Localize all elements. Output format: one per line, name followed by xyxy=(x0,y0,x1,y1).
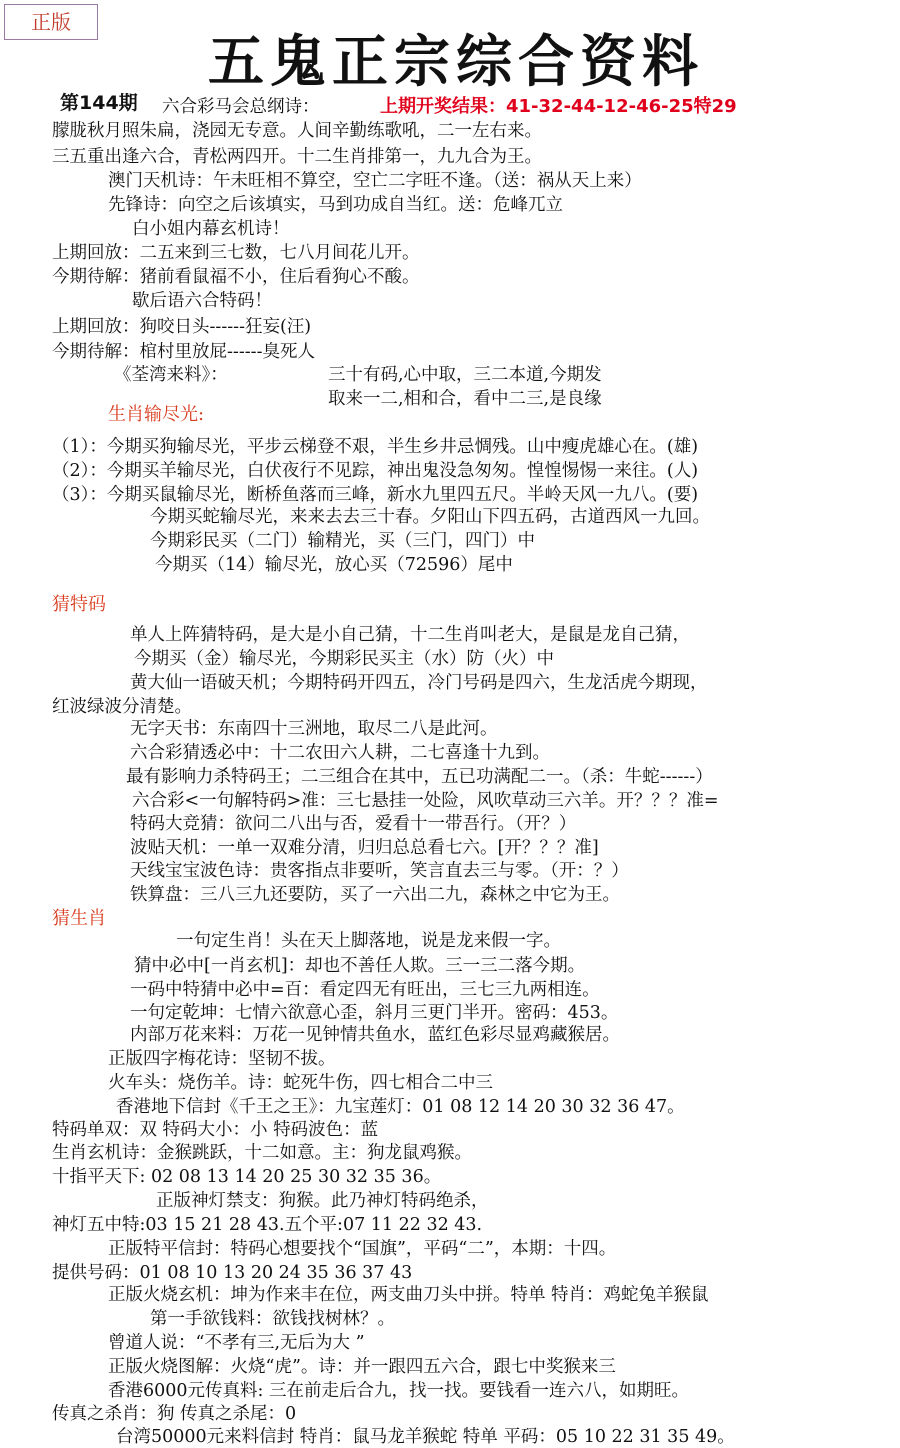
text-line: 歇后语六合特码！ xyxy=(132,291,272,311)
text-line: 猜中必中[一肖玄机]：却也不善任人欺。三一三二落今期。 xyxy=(134,956,586,976)
text-line: 一句定乾坤：七情六欲意心歪，斜月三更门半开。密码：453。 xyxy=(130,1003,619,1023)
text-line: 无字天书：东南四十三洲地，取尽二八是此河。 xyxy=(130,719,498,739)
text-line: （1）：今期买狗输尽光，平步云梯登不艰，半生乡井忌惆残。山中瘦虎雄心在。(雄) xyxy=(52,437,699,457)
text-line: 澳门天机诗：午未旺相不算空，空亡二字旺不逢。（送：祸从天上来） xyxy=(108,171,642,191)
text-line: 正版四字梅花诗：坚韧不拔。 xyxy=(108,1049,336,1069)
text-line: （2）：今期买羊输尽光，白伏夜行不见踪，神出鬼没急匆匆。惶惶惕惕一来往。(人) xyxy=(52,461,699,481)
text-line: 今期买（14）输尽光，放心买（72596）尾中 xyxy=(155,555,513,575)
text-line: 天线宝宝波色诗：贵客指点非要听，笑言直去三与零。（开：？） xyxy=(130,861,629,881)
text-line: 曾道人说：“不孝有三,无后为大 ” xyxy=(108,1333,365,1353)
text-line: 《荃湾来料》： xyxy=(114,365,228,385)
text-line: 正版火烧图解：火烧“虎”。诗：并一跟四五六合，跟七中奖猴来三 xyxy=(108,1357,616,1377)
text-line: 黄大仙一语破天机；今期特码开四五，冷门号码是四六，生龙活虎今期现， xyxy=(130,673,708,693)
text-line: 香港6000元传真料: 三在前走后合九，找一找。要钱看一连六八，如期旺。 xyxy=(108,1381,689,1401)
page-title: 五鬼正宗综合资料 xyxy=(208,29,704,95)
text-line: 三五重出逢六合，青松两四开。十二生肖排第一，九九合为王。 xyxy=(52,147,542,167)
text-line: 传真之杀肖：狗 传真之杀尾：0 xyxy=(52,1404,297,1424)
text-line: 一码中特猜中必中=百：看定四无有旺出，三七三九两相连。 xyxy=(130,980,600,1000)
text-line: 火车头：烧伤羊。诗：蛇死牛伤，四七相合二中三 xyxy=(108,1073,493,1093)
text-line: 今期待解：棺村里放屁------臭死人 xyxy=(52,342,315,362)
section-heading: 猜生肖 xyxy=(52,908,106,929)
text-line: 铁算盘：三八三九还要防，买了一六出二九，森林之中它为王。 xyxy=(130,885,620,905)
text-line: 第一手欲钱料：欲钱找树林？。 xyxy=(150,1309,395,1329)
text-line: 单人上阵猜特码，是大是小自己猜，十二生肖叫老大，是鼠是龙自己猜， xyxy=(130,625,690,645)
text-line: 白小姐内幕玄机诗！ xyxy=(132,219,290,239)
text-line: 今期买蛇输尽光，来来去去三十春。夕阳山下四五码，古道西风一九回。 xyxy=(150,507,710,527)
genuine-badge: 正版 xyxy=(4,4,98,40)
text-line: 特码单双：双 特码大小：小 特码波色：蓝 xyxy=(52,1120,379,1140)
text-line: 一句定生肖！头在天上脚落地，说是龙来假一字。 xyxy=(176,931,561,951)
text-line: 台湾50000元来料信封 特肖：鼠马龙羊猴蛇 特单 平码：05 10 22 31 35 49。 xyxy=(116,1427,735,1447)
text-line: 取来一二,相和合，看中二三,是良缘 xyxy=(328,389,602,409)
text-line: 朦胧秋月照朱扁，浇园无专意。人间辛勤练歌吼，二一左右来。 xyxy=(52,121,542,141)
text-line: 上期回放：二五来到三七数，七八月间花儿开。 xyxy=(52,243,420,263)
text-line: 香港地下信封《千王之王》：九宝莲灯：01 08 12 14 20 30 32 36 47。 xyxy=(116,1097,685,1117)
text-line: 最有影响力杀特码王；二三组合在其中，五已功满配二一。（杀：牛蛇------） xyxy=(126,767,713,787)
text-line: 上期回放：狗咬日头------狂妄(汪) xyxy=(52,317,312,337)
text-line: 十指平天下: 02 08 13 14 20 25 30 32 35 36。 xyxy=(52,1167,442,1187)
issue-number: 第144期 xyxy=(60,92,138,114)
text-line: 正版神灯禁支：狗猴。此乃神灯特码绝杀， xyxy=(156,1191,489,1211)
section-heading: 猜特码 xyxy=(52,594,106,615)
text-line: 特码大竞猜：欲问二八出与否，爱看十一带吾行。（开？） xyxy=(130,814,577,834)
text-line: 正版特平信封：特码心想要找个“国旗”，平码“二”，本期：十四。 xyxy=(108,1239,617,1259)
text-line: 提供号码：01 08 10 13 20 24 35 36 37 43 xyxy=(52,1263,413,1283)
text-line: 波贴天机：一单一双难分清，归归总总看七六。[开？？？准] xyxy=(130,838,599,858)
text-line: 先锋诗：向空之后该填实，马到功成自当红。送：危峰兀立 xyxy=(108,195,563,215)
text-line: 六合彩猜透必中：十二农田六人耕，二七喜逢十九到。 xyxy=(130,743,550,763)
text-line: 今期彩民买（二门）输精光，买（三门，四门）中 xyxy=(150,531,535,551)
text-line: 生肖玄机诗：金猴跳跃，十二如意。主：狗龙鼠鸡猴。 xyxy=(52,1143,472,1163)
text-line: 六合彩马会总纲诗： xyxy=(162,97,320,117)
text-line: 红波绿波分清楚。 xyxy=(52,697,192,717)
section-heading: 生肖输尽光: xyxy=(108,404,205,425)
text-line: 内部万花来料：万花一见钟情共鱼水，蓝红色彩尽显鸡藏猴居。 xyxy=(130,1025,620,1045)
text-line: 今期待解：猪前看鼠福不小，住后看狗心不酸。 xyxy=(52,267,420,287)
text-line: 今期买（金）输尽光，今期彩民买主（水）防（火）中 xyxy=(134,649,554,669)
text-line: 六合彩<一句解特码>准：三七悬挂一处险，风吹草动三六羊。开？？？准= xyxy=(132,791,719,811)
text-line: （3）：今期买鼠输尽光，断桥鱼落而三峰，新水九里四五尺。半岭天风一九八。(要) xyxy=(52,485,699,505)
last-draw-result: 上期开奖结果：41-32-44-12-46-25特29 xyxy=(380,96,737,117)
text-line: 三十有码,心中取，三二本道,今期发 xyxy=(328,365,602,385)
text-line: 神灯五中特:03 15 21 28 43.五个平:07 11 22 32 43. xyxy=(52,1215,483,1235)
text-line: 正版火烧玄机：坤为作来丰在位，两支曲刀头中拼。特单 特肖：鸡蛇兔羊猴鼠 xyxy=(108,1285,709,1305)
